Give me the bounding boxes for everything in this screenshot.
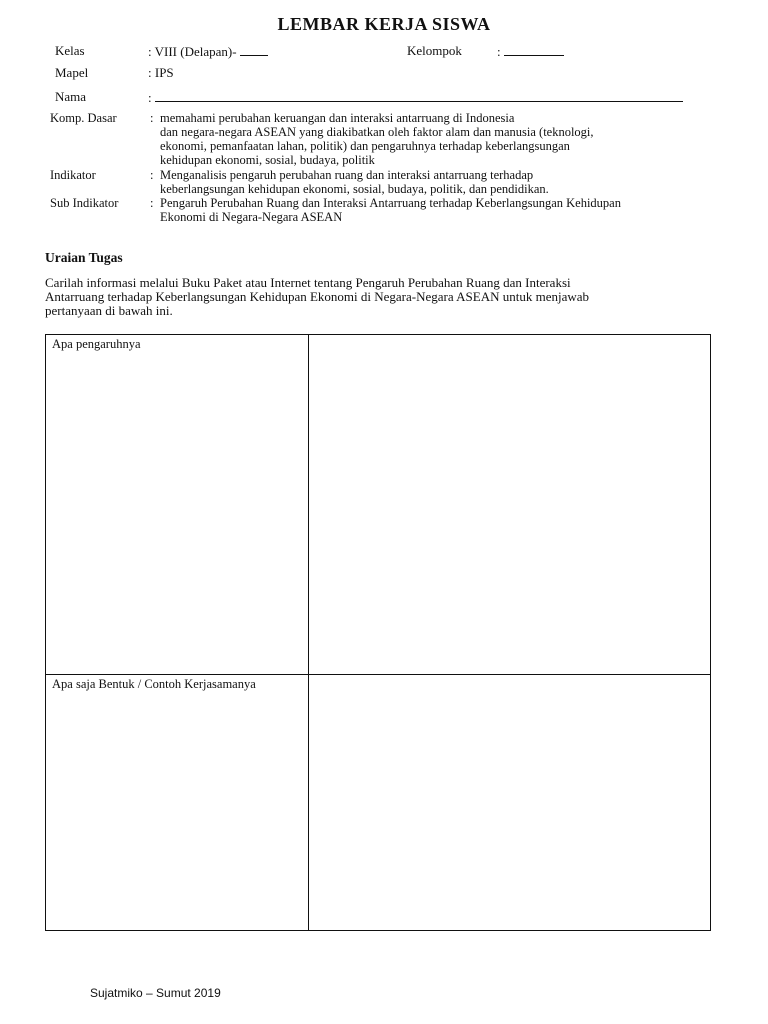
kelas-label: Kelas [55, 43, 85, 58]
indikator-line-2: keberlangsungan kehidupan ekonomi, sosial, budaya, politik, dan pendidikan. [160, 182, 549, 196]
kd-line-2: dan negara-negara ASEAN yang diakibatkan oleh faktor alam dan manusia (teknologi, [160, 125, 594, 139]
mapel-label: Mapel [55, 65, 89, 80]
footer-credit: Sujatmiko – Sumut 2019 [90, 986, 221, 1000]
page-title: LEMBAR KERJA SISWA [277, 14, 491, 34]
nama-label: Nama [55, 89, 87, 104]
instruction-line-1: Carilah informasi melalui Buku Paket atau Internet tentang Pengaruh Perubahan Ruang dan Interaksi [45, 275, 571, 290]
question-text: Apa pengaruhnya [52, 337, 141, 351]
kd-line-4: kehidupan ekonomi, sosial, budaya, politik [160, 153, 375, 167]
indikator-label: Indikator [50, 168, 96, 182]
instruction-line-3: pertanyaan di bawah ini. [45, 303, 173, 318]
nama-value [148, 89, 683, 106]
sub-indikator-line-1: Pengaruh Perubahan Ruang dan Interaksi Antarruang terhadap Keberlangsungan Kehidupan [160, 196, 621, 210]
table-row [46, 675, 711, 931]
kelompok-colon: : [497, 44, 501, 59]
question-cell-1 [46, 335, 309, 675]
task-table [45, 334, 711, 931]
question-text: Apa saja Bentuk / Contoh Kerjasamanya [52, 677, 256, 691]
kelompok-value [497, 43, 564, 60]
sub-indikator-line-2: Ekonomi di Negara-Negara ASEAN [160, 210, 343, 224]
kelas-value [148, 43, 268, 60]
nama-colon: : [148, 90, 152, 105]
kelompok-blank-line [504, 43, 564, 56]
instruction-line-2: Antarruang terhadap Keberlangsungan Kehidupan Ekonomi di Negara-Negara ASEAN untuk menjawab [45, 289, 590, 304]
kelas-value-text: : VIII (Delapan)- [148, 44, 237, 59]
table-row [46, 335, 711, 675]
kelompok-label: Kelompok [407, 43, 462, 58]
question-cell-2 [46, 675, 309, 931]
nama-blank-line [155, 89, 683, 102]
kelas-blank-line [240, 43, 268, 56]
kd-colon: : [150, 111, 154, 125]
indikator-line-1: Menganalisis pengaruh perubahan ruang dan interaksi antarruang terhadap [160, 168, 534, 182]
kd-line-3: ekonomi, pemanfaatan lahan, politik) dan pengaruhnya terhadap keberlangsungan [160, 139, 570, 153]
answer-cell-1[interactable] [309, 335, 711, 675]
uraian-tugas-heading: Uraian Tugas [45, 250, 123, 265]
kd-label: Komp. Dasar [50, 111, 117, 125]
mapel-value: : IPS [148, 65, 174, 80]
sub-indikator-label: Sub Indikator [50, 196, 119, 210]
kd-line-1: memahami perubahan keruangan dan interaksi antarruang di Indonesia [160, 111, 515, 125]
indikator-colon: : [150, 168, 154, 182]
answer-cell-2[interactable] [309, 675, 711, 931]
sub-indikator-colon: : [150, 196, 154, 210]
